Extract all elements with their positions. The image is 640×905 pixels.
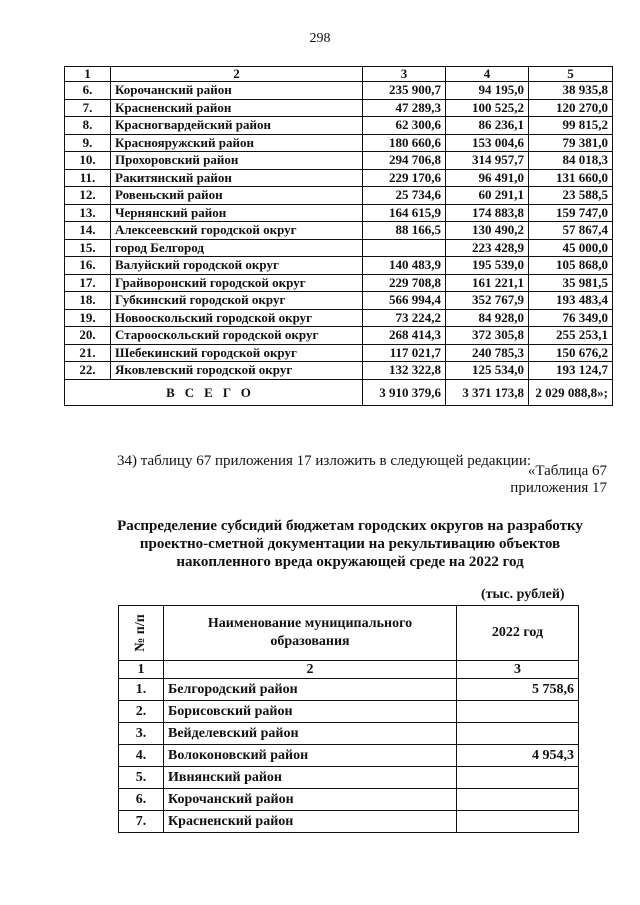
row-number: 22. — [65, 362, 111, 380]
municipality-name: Волоконовский район — [164, 745, 457, 767]
value-col5: 255 253,1 — [529, 327, 613, 345]
table-row — [65, 274, 613, 292]
table-row — [65, 134, 613, 152]
header-name: Наименование муниципального образования — [164, 606, 457, 661]
row-number: 5. — [119, 767, 164, 789]
value-2022 — [457, 767, 579, 789]
table-row — [65, 222, 613, 240]
municipality-name: Корочанский район — [164, 789, 457, 811]
value-col5: 79 381,0 — [529, 134, 613, 152]
header-cell: 5 — [529, 67, 613, 82]
value-col3: 88 166,5 — [363, 222, 446, 240]
municipality-name: Алексеевский городской округ — [111, 222, 363, 240]
row-number: 2. — [119, 701, 164, 723]
value-col5: 131 660,0 — [529, 169, 613, 187]
value-2022 — [457, 701, 579, 723]
table-reference-line1: «Таблица 67 — [527, 463, 607, 479]
municipality-name: Корочанский район — [111, 82, 363, 100]
table-row — [119, 767, 579, 789]
subheader-cell: 1 — [119, 661, 164, 679]
municipality-name: Борисовский район — [164, 701, 457, 723]
table-header-row — [119, 606, 579, 661]
table-subheader-row — [119, 661, 579, 679]
header-cell: 2 — [111, 67, 363, 82]
value-col4: 174 883,8 — [446, 204, 529, 222]
total-row — [65, 379, 613, 405]
value-col4: 125 534,0 — [446, 362, 529, 380]
value-col3: 180 660,6 — [363, 134, 446, 152]
row-number: 3. — [119, 723, 164, 745]
value-col4: 94 195,0 — [446, 82, 529, 100]
value-col4: 223 428,9 — [446, 239, 529, 257]
municipality-name: Ивнянский район — [164, 767, 457, 789]
row-number: 18. — [65, 292, 111, 310]
row-number: 17. — [65, 274, 111, 292]
total-col4: 3 371 173,8 — [446, 379, 529, 405]
municipality-name: Вейделевский район — [164, 723, 457, 745]
value-col5: 150 676,2 — [529, 344, 613, 362]
value-col3: 566 994,4 — [363, 292, 446, 310]
title-line: Распределение субсидий бюджетам городских округов на разработку — [117, 518, 583, 534]
value-col5: 120 270,0 — [529, 99, 613, 117]
table-row — [65, 117, 613, 135]
row-number: 14. — [65, 222, 111, 240]
table-row — [65, 152, 613, 170]
total-col5: 2 029 088,8»; — [529, 379, 613, 405]
value-col4: 314 957,7 — [446, 152, 529, 170]
row-number: 1. — [119, 679, 164, 701]
table-row — [65, 239, 613, 257]
value-col3 — [363, 239, 446, 257]
municipality-name: Ровеньский район — [111, 187, 363, 205]
value-col3: 47 289,3 — [363, 99, 446, 117]
municipality-name: Старооскольский городской округ — [111, 327, 363, 345]
municipality-name: Новооскольский городской округ — [111, 309, 363, 327]
table-row — [119, 723, 579, 745]
table-header-row — [65, 67, 613, 82]
municipality-name: Шебекинский городской округ — [111, 344, 363, 362]
row-number: 21. — [65, 344, 111, 362]
value-col5: 159 747,0 — [529, 204, 613, 222]
value-2022 — [457, 789, 579, 811]
value-col5: 105 868,0 — [529, 257, 613, 275]
table-row — [65, 257, 613, 275]
table-row — [65, 362, 613, 380]
municipality-name: Грайворонский городской округ — [111, 274, 363, 292]
value-col5: 193 124,7 — [529, 362, 613, 380]
total-label: ВСЕГО — [65, 379, 363, 405]
value-col5: 45 000,0 — [529, 239, 613, 257]
amendment-paragraph: 34) таблицу 67 приложения 17 изложить в следующей редакции: — [117, 453, 532, 469]
budget-table-continued — [64, 66, 613, 406]
table-row — [65, 292, 613, 310]
page-number: 298 — [309, 31, 331, 46]
value-col4: 130 490,2 — [446, 222, 529, 240]
table-row — [65, 187, 613, 205]
row-number: 19. — [65, 309, 111, 327]
subheader-cell: 3 — [457, 661, 579, 679]
row-number: 7. — [119, 811, 164, 833]
header-cell: 3 — [363, 67, 446, 82]
row-number: 9. — [65, 134, 111, 152]
municipality-name: Ракитянский район — [111, 169, 363, 187]
municipality-name: Краснояружский район — [111, 134, 363, 152]
header-cell: 4 — [446, 67, 529, 82]
value-col5: 99 815,2 — [529, 117, 613, 135]
header-num: № п/п — [119, 606, 164, 661]
table-row — [65, 82, 613, 100]
value-col4: 153 004,6 — [446, 134, 529, 152]
value-col3: 25 734,6 — [363, 187, 446, 205]
municipality-name: Красненский район — [111, 99, 363, 117]
table-row — [65, 169, 613, 187]
value-col4: 372 305,8 — [446, 327, 529, 345]
row-number: 8. — [65, 117, 111, 135]
value-2022: 4 954,3 — [457, 745, 579, 767]
total-col3: 3 910 379,6 — [363, 379, 446, 405]
municipality-name: Прохоровский район — [111, 152, 363, 170]
value-col5: 38 935,8 — [529, 82, 613, 100]
value-col3: 229 708,8 — [363, 274, 446, 292]
municipality-name: Белгородский район — [164, 679, 457, 701]
value-col3: 73 224,2 — [363, 309, 446, 327]
table-reference-line2: приложения 17 — [510, 480, 607, 496]
value-col4: 96 491,0 — [446, 169, 529, 187]
table-row — [119, 745, 579, 767]
units-label: (тыс. рублей) — [481, 587, 565, 602]
value-col3: 294 706,8 — [363, 152, 446, 170]
value-2022: 5 758,6 — [457, 679, 579, 701]
municipality-name: Красногвардейский район — [111, 117, 363, 135]
value-col3: 117 021,7 — [363, 344, 446, 362]
value-col4: 352 767,9 — [446, 292, 529, 310]
value-col3: 140 483,9 — [363, 257, 446, 275]
table-row — [65, 327, 613, 345]
value-2022 — [457, 811, 579, 833]
value-col5: 76 349,0 — [529, 309, 613, 327]
value-2022 — [457, 723, 579, 745]
row-number: 11. — [65, 169, 111, 187]
value-col4: 84 928,0 — [446, 309, 529, 327]
value-col4: 195 539,0 — [446, 257, 529, 275]
table-row — [65, 309, 613, 327]
table-row — [119, 811, 579, 833]
municipality-name: Красненский район — [164, 811, 457, 833]
row-number: 10. — [65, 152, 111, 170]
row-number: 16. — [65, 257, 111, 275]
value-col4: 240 785,3 — [446, 344, 529, 362]
row-number: 15. — [65, 239, 111, 257]
municipality-name: город Белгород — [111, 239, 363, 257]
subheader-cell: 2 — [164, 661, 457, 679]
row-number: 6. — [119, 789, 164, 811]
title-line: накопленного вреда окружающей среде на 2022 год — [176, 554, 524, 570]
value-col4: 86 236,1 — [446, 117, 529, 135]
title-line: проектно-сметной документации на рекультивацию объектов — [139, 536, 561, 552]
municipality-name: Губкинский городской округ — [111, 292, 363, 310]
table-row — [65, 99, 613, 117]
row-number: 6. — [65, 82, 111, 100]
table-row — [65, 204, 613, 222]
value-col3: 132 322,8 — [363, 362, 446, 380]
value-col4: 60 291,1 — [446, 187, 529, 205]
value-col5: 23 588,5 — [529, 187, 613, 205]
header-year: 2022 год — [457, 606, 579, 661]
value-col5: 57 867,4 — [529, 222, 613, 240]
municipality-name: Чернянский район — [111, 204, 363, 222]
row-number: 12. — [65, 187, 111, 205]
row-number: 7. — [65, 99, 111, 117]
table-row — [119, 679, 579, 701]
value-col3: 62 300,6 — [363, 117, 446, 135]
value-col3: 164 615,9 — [363, 204, 446, 222]
value-col3: 235 900,7 — [363, 82, 446, 100]
row-number: 20. — [65, 327, 111, 345]
table-row — [119, 701, 579, 723]
municipality-name: Валуйский городской округ — [111, 257, 363, 275]
header-cell: 1 — [65, 67, 111, 82]
value-col5: 193 483,4 — [529, 292, 613, 310]
value-col4: 100 525,2 — [446, 99, 529, 117]
table-title — [80, 517, 620, 571]
value-col5: 35 981,5 — [529, 274, 613, 292]
row-number: 4. — [119, 745, 164, 767]
table-row — [119, 789, 579, 811]
row-number: 13. — [65, 204, 111, 222]
value-col3: 229 170,6 — [363, 169, 446, 187]
value-col5: 84 018,3 — [529, 152, 613, 170]
municipality-name: Яковлевский городской округ — [111, 362, 363, 380]
value-col4: 161 221,1 — [446, 274, 529, 292]
table-row — [65, 344, 613, 362]
subsidy-table — [118, 605, 579, 833]
value-col3: 268 414,3 — [363, 327, 446, 345]
